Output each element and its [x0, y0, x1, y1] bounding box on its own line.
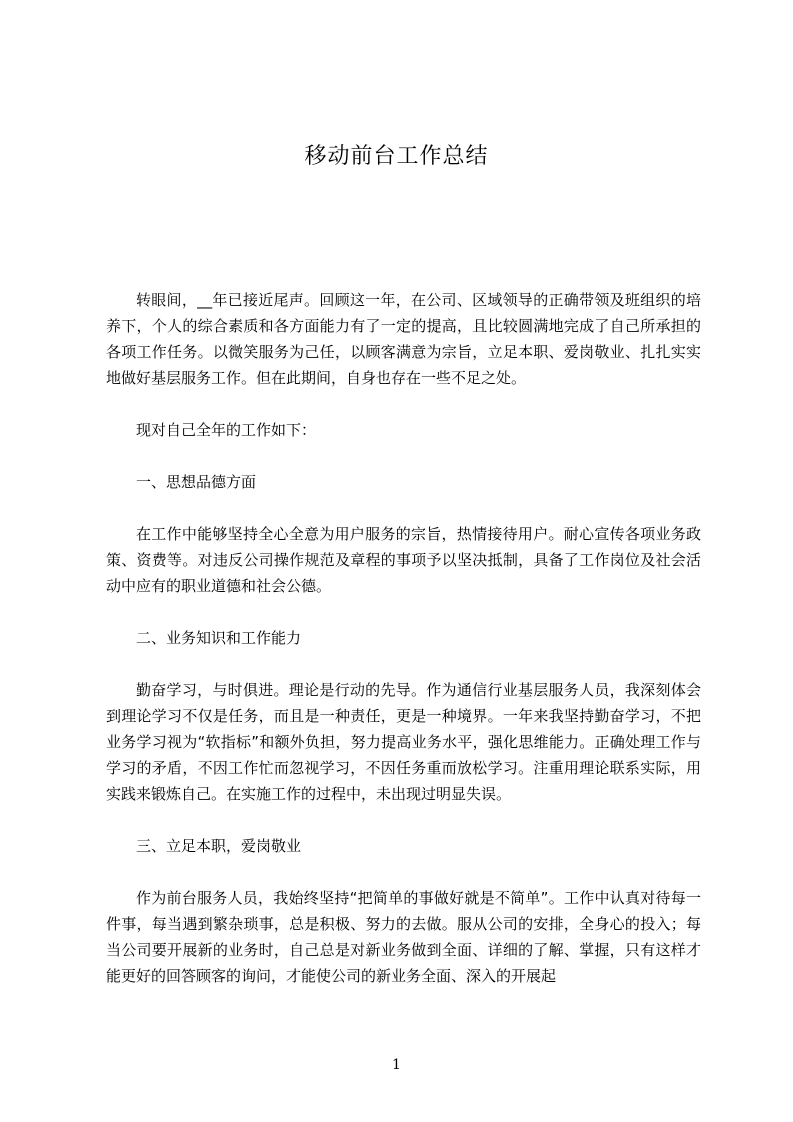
- business-knowledge-paragraph: 勤奋学习，与时俱进。理论是行动的先导。作为通信行业基层服务人员，我深刻体会到理论学习不仅是任务，而且是一种责任，更是一种境界。一年来我坚持勤奋学习，不把业务学习视为“软指标”和额外负担，努力提高业务水平，强化思维能力。正确处理工作与学习的矛盾，不因工作忙而忽视学习，不因任务重而放松学习。注重用理论联系实际，用实践来锻炼自己。在实施工作的过程中，未出现过明显失误。: [106, 681, 701, 803]
- dedication-paragraph: 作为前台服务人员，我始终坚持“把简单的事做好就是不简单”。工作中认真对待每一件事，每当遇到繁杂琐事，总是积极、努力的去做。服从公司的安排，全身心的投入；每当公司要开展新的业务时，自己总是对新业务做到全面、详细的了解、掌握，只有这样才能更好的回答顾客的询问，才能使公司的新业务全面、深入的开展起: [106, 889, 701, 985]
- summary-lead-paragraph: 现对自己全年的工作如下：: [136, 421, 317, 439]
- page-number: 1: [392, 1057, 401, 1073]
- document-body: [106, 287, 701, 1015]
- section-heading-business-knowledge: 二、业务知识和工作能力: [136, 629, 302, 647]
- section-heading-dedication: 三、立足本职，爱岗敬业: [136, 837, 302, 855]
- ideology-paragraph: 在工作中能够坚持全心全意为用户服务的宗旨，热情接待用户。耐心宣传各项业务政策、资费等。对违反公司操作规范及章程的事项予以坚决抵制，具备了工作岗位及社会活动中应有的职业道德和社会公德。: [106, 525, 701, 595]
- intro-paragraph: 转眼间，__年已接近尾声。回顾这一年，在公司、区域领导的正确带领及班组织的培养下，个人的综合素质和各方面能力有了一定的提高，且比较圆满地完成了自己所承担的各项工作任务。以微笑服务为己任，以顾客满意为宗旨，立足本职、爱岗敬业、扎扎实实地做好基层服务工作。但在此期间，自身也存在一些不足之处。: [106, 291, 701, 387]
- document-title: 移动前台工作总结: [304, 144, 489, 169]
- section-heading-ideology: 一、思想品德方面: [136, 473, 257, 491]
